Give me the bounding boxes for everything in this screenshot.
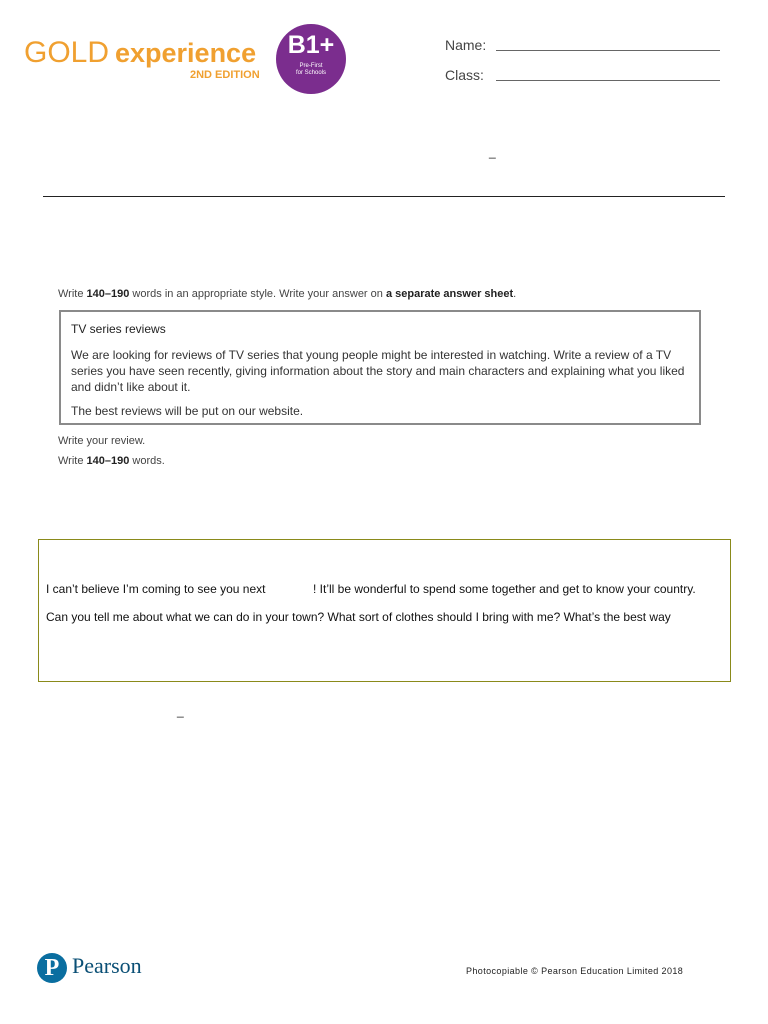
prompt-title: TV series reviews	[71, 322, 166, 336]
instruction-text-1: Write	[58, 288, 87, 300]
name-label: Name:	[445, 37, 487, 53]
email-line-1a: I can’t believe I’m coming to see you next	[46, 582, 266, 596]
logo-edition-text: 2ND EDITION	[190, 69, 260, 81]
prompt-footer: The best reviews will be put on our website.	[71, 404, 304, 418]
badge-sub-line-1: Pre-First	[299, 63, 323, 69]
word-count-text-1: Write	[58, 455, 87, 467]
name-field[interactable]	[496, 50, 720, 51]
email-line-2: Can you tell me about what we can do in your town? What sort of clothes should I bring with me? What’s the best way	[46, 610, 671, 624]
prompt-body: We are looking for reviews of TV series that young people might be interested in watching. Write a review of a TV series you have seen recently, giving information about the story and main characters and explaining what you liked and didn’t like about it.	[71, 348, 685, 394]
level-badge	[276, 24, 346, 94]
instruction-text-3: .	[513, 288, 517, 300]
header-divider	[43, 196, 725, 197]
dash-mark-top: _	[489, 145, 496, 159]
email-excerpt-box	[38, 539, 731, 682]
badge-level-text: B1+	[287, 31, 335, 59]
badge-subtitle	[276, 63, 346, 77]
word-count-text-2: words.	[129, 455, 165, 467]
logo-gold-text: GOLD	[24, 36, 110, 69]
email-line-1b: ! It’ll be wonderful to spend some together and get to know your country.	[313, 582, 696, 596]
instruction-answer-sheet: a separate answer sheet	[385, 288, 514, 300]
instruction-text-2: words in an appropriate style. Write your answer on	[129, 288, 386, 300]
class-label: Class:	[445, 67, 484, 83]
word-count-range: 140–190	[86, 455, 130, 467]
write-review-text: Write your review.	[58, 435, 146, 447]
pearson-wordmark: Pearson	[72, 953, 142, 978]
word-count-note	[58, 455, 165, 468]
task-instruction	[58, 288, 516, 301]
logo-experience-text: experience	[115, 38, 257, 68]
pearson-logo-letter: P	[44, 955, 60, 981]
copyright-notice: Photocopiable © Pearson Education Limited 2018	[466, 966, 684, 976]
class-field[interactable]	[496, 80, 720, 81]
task-prompt-box	[59, 310, 701, 425]
pearson-logo-icon	[37, 953, 67, 983]
dash-mark-bottom: _	[177, 704, 184, 718]
badge-sub-line-2: for Schools	[295, 69, 326, 76]
instruction-word-count: 140–190	[86, 288, 130, 300]
